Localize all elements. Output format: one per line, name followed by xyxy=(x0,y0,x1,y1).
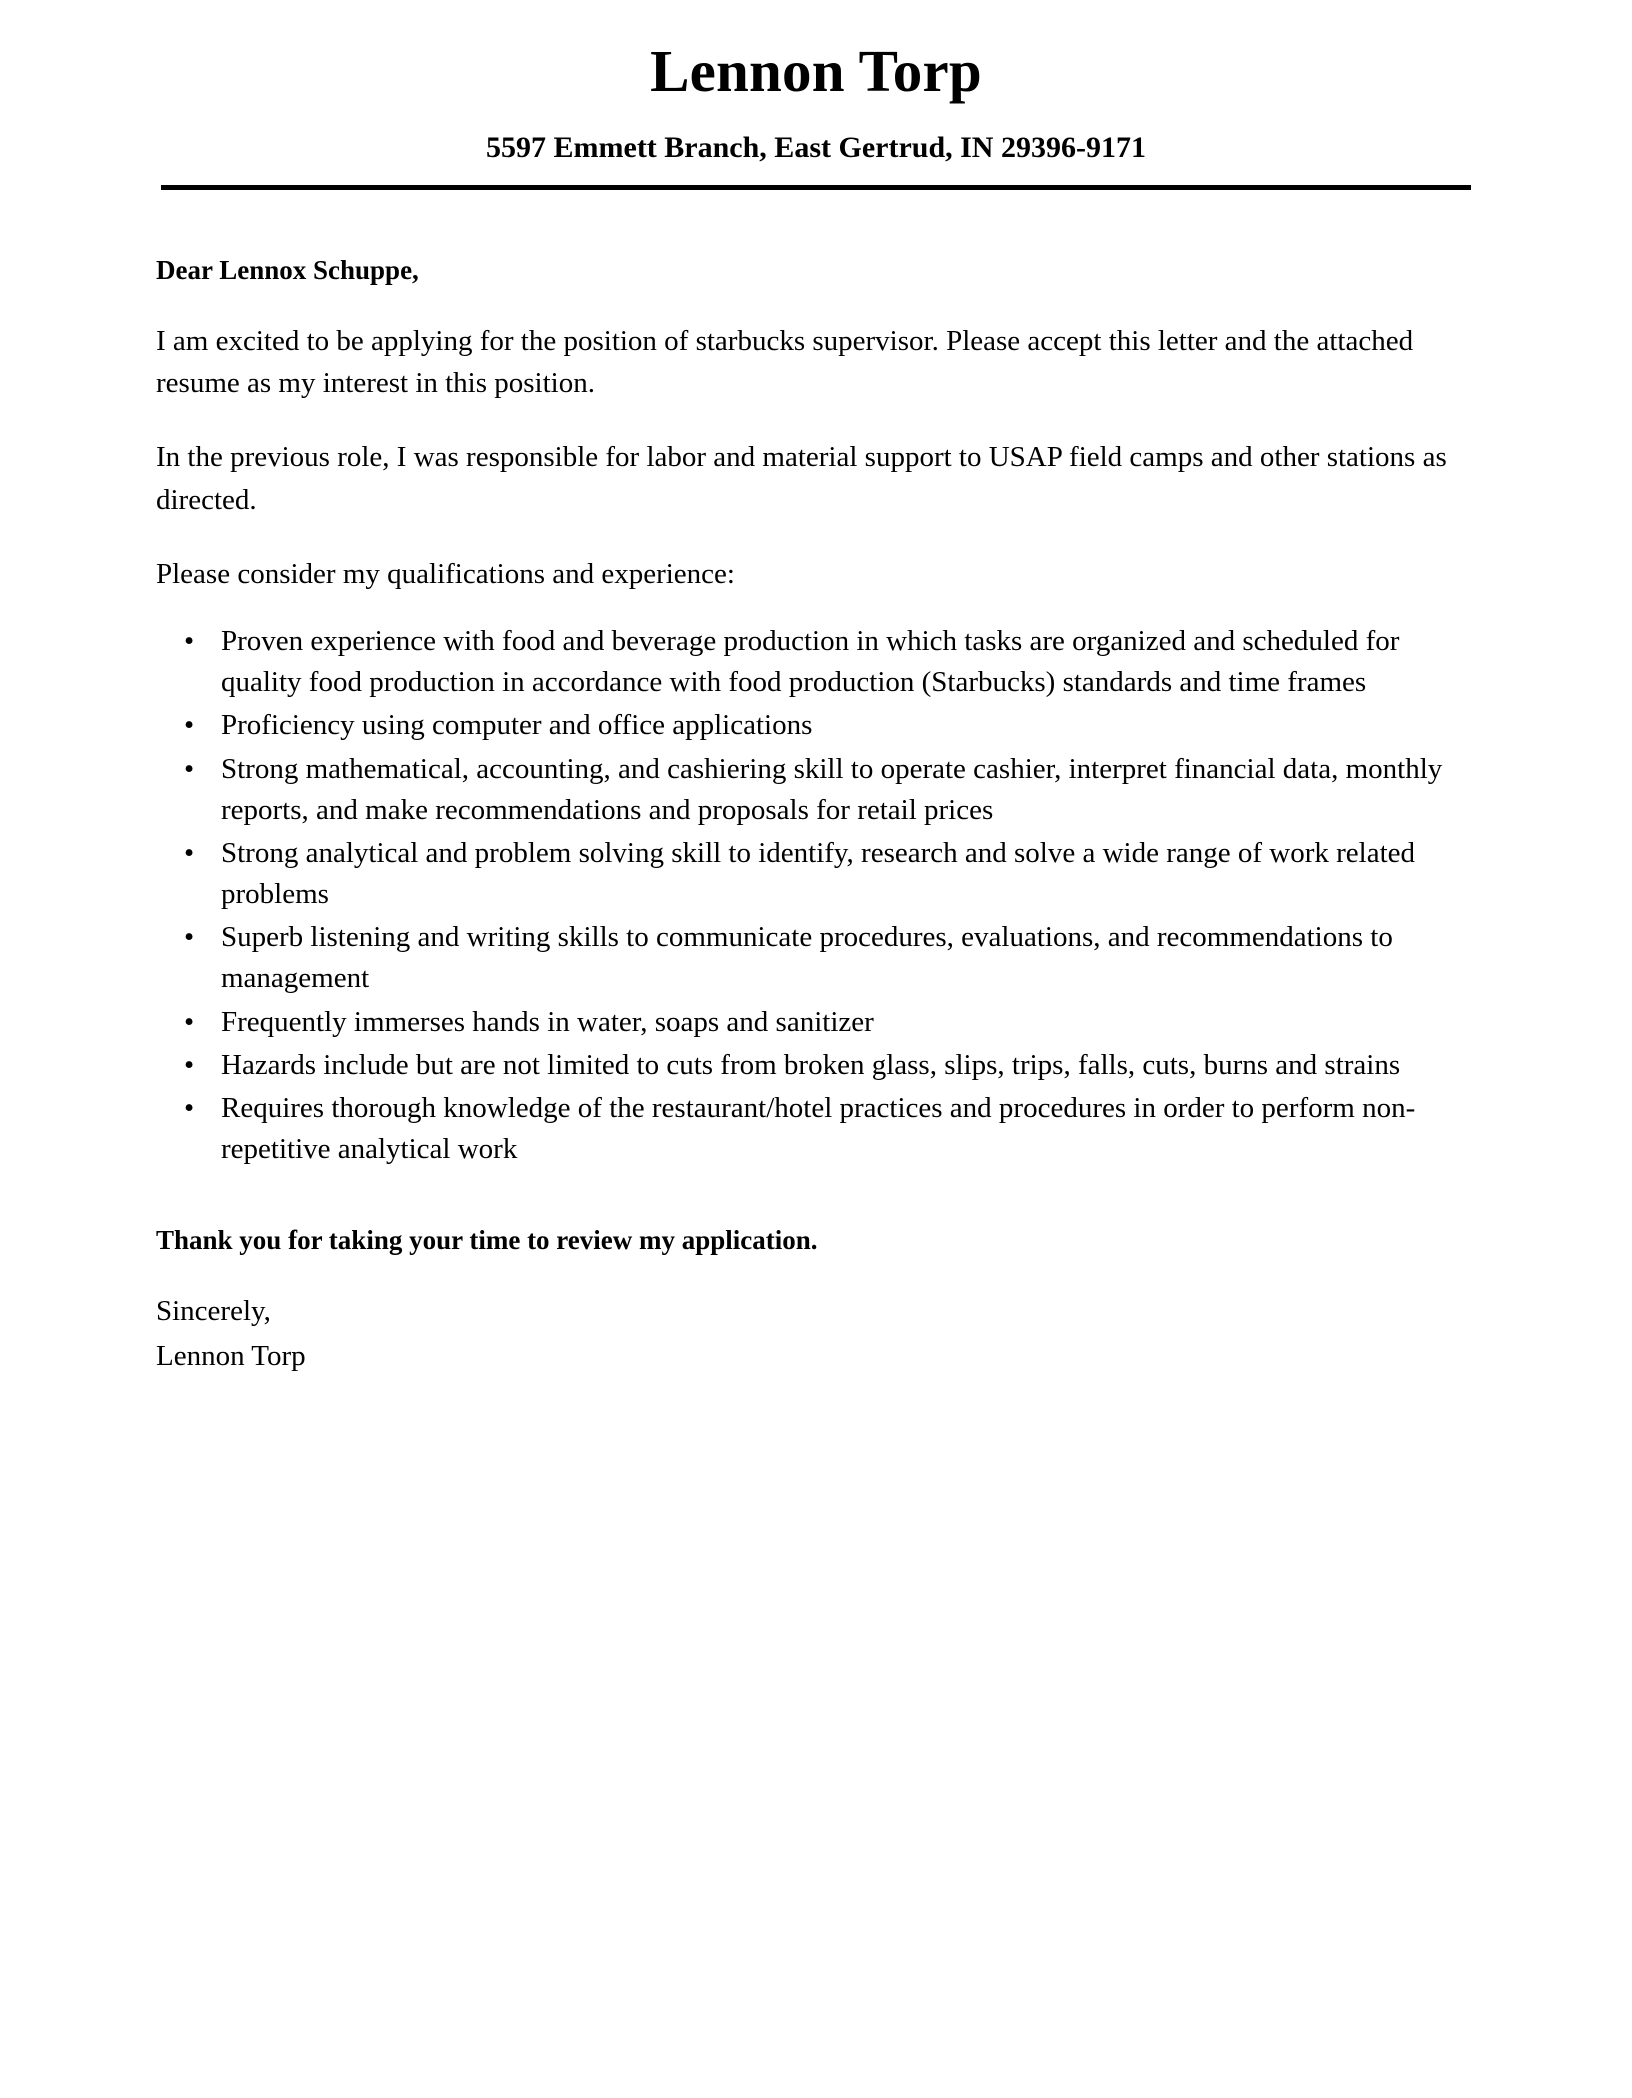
bullet-icon: • xyxy=(184,625,195,658)
list-item xyxy=(156,749,1476,831)
letterhead xyxy=(0,0,1632,190)
bullet-icon: • xyxy=(184,836,195,869)
bullet-icon: • xyxy=(184,921,195,954)
list-item xyxy=(156,917,1476,999)
qualifications-list xyxy=(156,621,1476,1170)
closing-salutation: Sincerely, xyxy=(156,1294,271,1327)
list-item xyxy=(156,1002,1476,1043)
letter-body xyxy=(156,252,1476,1377)
bullet-icon: • xyxy=(184,752,195,785)
page-title: Lennon Torp xyxy=(650,38,982,104)
address-line: 5597 Emmett Branch, East Gertrud, IN 29396-9171 xyxy=(486,131,1146,165)
list-item-text: Superb listening and writing skills to communicate procedures, evaluations, and recommendations to management xyxy=(221,921,1393,995)
list-item-text: Proven experience with food and beverage production in which tasks are organized and scheduled for quality food production in accordance with food production (Starbucks) standards and time frames xyxy=(221,625,1400,699)
experience-paragraph: In the previous role, I was responsible for labor and material support to USAP field camps and other stations as directed. xyxy=(156,441,1447,517)
list-item-text: Strong mathematical, accounting, and cashiering skill to operate cashier, interpret financial data, monthly reports, and make recommendations and proposals for retail prices xyxy=(221,752,1443,826)
list-item-text: Hazards include but are not limited to cuts from broken glass, slips, trips, falls, cuts, burns and strains xyxy=(221,1048,1401,1081)
bullet-icon: • xyxy=(184,1005,195,1038)
header-divider xyxy=(161,185,1471,190)
list-item xyxy=(156,621,1476,703)
list-item xyxy=(156,1045,1476,1086)
bullet-icon: • xyxy=(184,1048,195,1081)
signature-name: Lennon Torp xyxy=(156,1339,306,1372)
salutation: Dear Lennox Schuppe, xyxy=(156,255,419,286)
list-item-text: Proficiency using computer and office applications xyxy=(221,709,813,742)
qualifications-lead-in: Please consider my qualifications and experience: xyxy=(156,558,735,591)
list-item-text: Strong analytical and problem solving skill to identify, research and solve a wide range of work related problems xyxy=(221,836,1416,911)
bullet-icon: • xyxy=(184,709,195,742)
list-item xyxy=(156,705,1476,746)
list-item-text: Requires thorough knowledge of the restaurant/hotel practices and procedures in order to perform non-repetitive analytical work xyxy=(221,1091,1416,1166)
list-item-text: Frequently immerses hands in water, soaps and sanitizer xyxy=(221,1005,874,1038)
intro-paragraph: I am excited to be applying for the position of starbucks supervisor. Please accept this letter and the attached resume as my interest in this position. xyxy=(156,324,1414,400)
thank-you-line: Thank you for taking your time to review my application. xyxy=(156,1225,818,1256)
list-item xyxy=(156,1088,1476,1170)
bullet-icon: • xyxy=(184,1091,195,1124)
list-item xyxy=(156,833,1476,915)
